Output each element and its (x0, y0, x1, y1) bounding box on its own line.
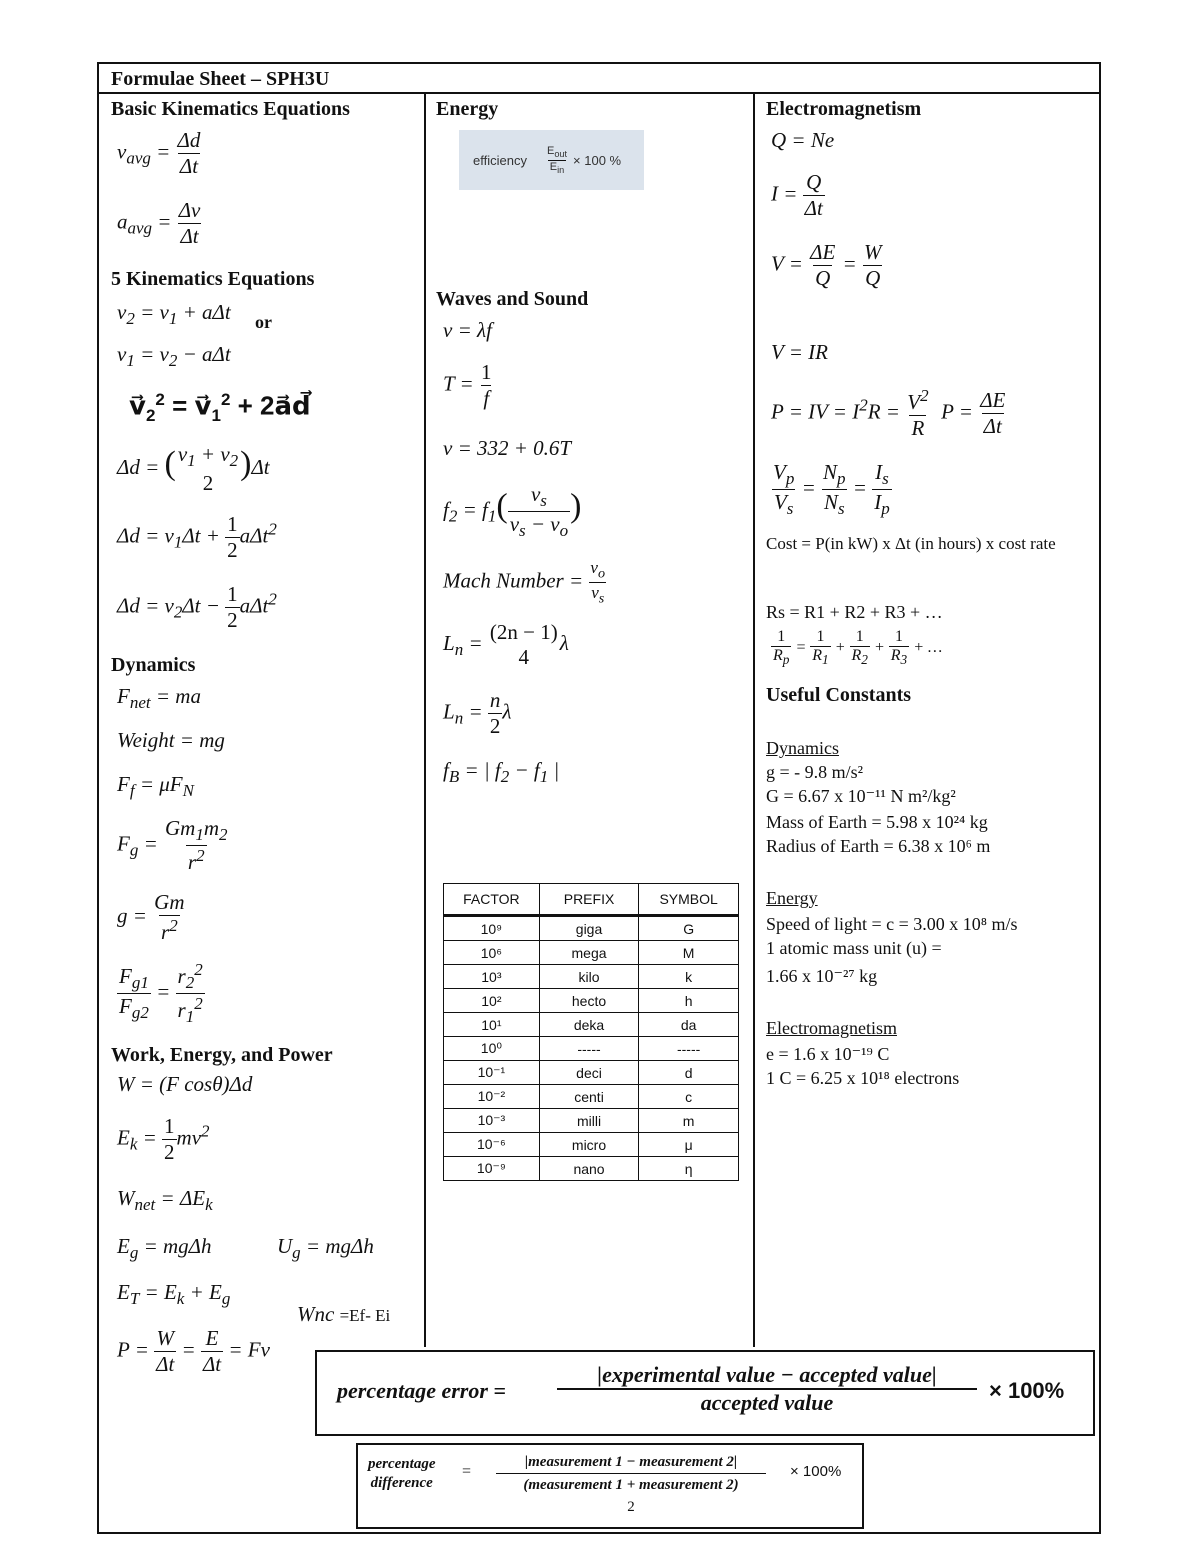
eq-et: $E_T = E_k + E_g$ (117, 1280, 231, 1309)
eq-series: Rs = R1 + R2 + R3 + … (766, 602, 943, 622)
constants-heading: Useful Constants (766, 684, 912, 706)
eq-kin1: $v_2 = v_1 + a\Delta t$ (117, 300, 231, 329)
cell-factor: 10⁻⁹ (444, 1157, 540, 1181)
eq-wave-speed: v = λf (443, 318, 492, 342)
const-coulomb: 1 C = 6.25 x 10¹⁸ electrons (766, 1068, 960, 1088)
eq-kin6: $\Delta d = v_2\Delta t$ − $\frac{1}{2}$ aΔt$^2$ (117, 582, 277, 632)
eq-sound-speed: v = 332 + 0.6T (443, 436, 572, 460)
cell-symbol: h (639, 989, 739, 1013)
eq-friction: $F_f = \mu F_N$ (117, 772, 194, 801)
dynamics-heading: Dynamics (111, 654, 196, 676)
cell-prefix: ----- (539, 1037, 638, 1061)
cell-prefix: giga (539, 916, 638, 941)
pct-diff-numerator: |measurement 1 − measurement 2| (524, 1454, 738, 1470)
cell-prefix: hecto (539, 989, 638, 1013)
em-heading: Electromagnetism (766, 98, 922, 120)
cell-prefix: deka (539, 1013, 638, 1037)
cell-factor: 10⁰ (444, 1037, 540, 1061)
eq-doppler: $f_2 = f_1$( $\frac{v_s}{v_s - v_o}$ ) (443, 482, 582, 541)
table-row (444, 1013, 739, 1037)
pct-error-label: percentage error (337, 1378, 488, 1403)
table-row (444, 989, 739, 1013)
pct-diff-denominator-2: 2 (627, 1499, 635, 1515)
pct-error-times: × 100% (989, 1378, 1065, 1403)
eq-kin3: $v⃗_2^2$ = $v⃗_1^2$ + 2a⃗d⃗ (129, 390, 311, 425)
const-amu-2: 1.66 x 10⁻²⁷ kg (766, 966, 878, 986)
pct-diff-times: × 100% (790, 1463, 842, 1480)
kinematics5-heading: 5 Kinematics Equations (111, 268, 315, 290)
eq-ek: $E_k$ = $\frac{1}{2}$ $mv^2$ (117, 1114, 210, 1164)
table-row (444, 1133, 739, 1157)
cell-symbol: μ (639, 1133, 739, 1157)
cell-symbol: d (639, 1061, 739, 1085)
pct-error-numerator: |experimental value − accepted value| (557, 1362, 977, 1390)
table-row (444, 1157, 739, 1181)
cell-factor: 10⁶ (444, 941, 540, 965)
cell-symbol: η (639, 1157, 739, 1181)
or-label: or (255, 312, 272, 332)
efficiency-label: efficiency (473, 152, 527, 168)
prefix-table (443, 883, 739, 1181)
table-row (444, 1085, 739, 1109)
kinematics-heading: Basic Kinematics Equations (111, 98, 350, 120)
cell-factor: 10³ (444, 965, 540, 989)
cell-prefix: kilo (539, 965, 638, 989)
eq-wnet: $W_{net} = \Delta E_k$ (117, 1186, 213, 1215)
cell-symbol: m (639, 1109, 739, 1133)
pct-diff-label-2: difference (370, 1475, 433, 1491)
eq-work: W = (F cosθ)Δd (117, 1072, 253, 1096)
cell-prefix: nano (539, 1157, 638, 1181)
eq-mach: Mach Number = $\frac{v_o}{v_s}$ (443, 558, 606, 607)
eq-elec-power: P = IV = $I^2R$ = $\frac{V^2}{R}$ P = $\frac{\Delta E}{\Delta t}$ (771, 386, 1006, 440)
eq-kin5: $\Delta d = v_1\Delta t$ + $\frac{1}{2}$ aΔt$^2$ (117, 512, 277, 562)
eq-kin4: Δd = ( $v_1 + v_2$ 2 )Δt (117, 442, 270, 496)
percentage-error-box: percentage error = |experimental value − accepted value| accepted value × 100% (315, 1350, 1095, 1436)
cell-symbol: ----- (639, 1037, 739, 1061)
efficiency-formula: efficiency $\frac{E_{out}}{E_{in}}$ × 100 % (459, 130, 644, 190)
eq-current: I = $\frac{Q}{\Delta t}$ (771, 170, 823, 220)
table-row (444, 1037, 739, 1061)
cell-factor: 10¹ (444, 1013, 540, 1037)
eq-wnc: Wnc =Ef- Ei (297, 1302, 391, 1326)
const-G: G = 6.67 x 10⁻¹¹ N m²/kg² (766, 786, 956, 806)
cell-factor: 10⁻¹ (444, 1061, 540, 1085)
cell-prefix: deci (539, 1061, 638, 1085)
eq-power: P = $\frac{W}{\Delta t}$ = $\frac{E}{\Delta t}$ = Fv (117, 1326, 270, 1376)
cost-formula: Cost = P(in kW) x Δt (in hours) x cost rate (766, 534, 1056, 553)
cell-factor: 10² (444, 989, 540, 1013)
eq-gravity: $F_g$ = $\frac{Gm_1m_2}{r^2}$ (117, 816, 228, 875)
eq-charge: Q = Ne (771, 128, 835, 152)
eq-kin2: $v_1 = v_2 - a\Delta t$ (117, 342, 231, 371)
eq-open-pipe: $L_n$ = $\frac{n}{2}$ λ (443, 688, 512, 738)
table-row (444, 965, 739, 989)
col-factor: FACTOR (444, 884, 540, 916)
eq-parallel: $\frac{1}{R_p}$ = $\frac{1}{R_1}$ + $\frac{1}{R_2}$ + $\frac{1}{R_3}$ + … (773, 628, 943, 668)
work-heading: Work, Energy, and Power (111, 1044, 333, 1066)
cell-factor: 10⁹ (444, 916, 540, 941)
cell-prefix: milli (539, 1109, 638, 1133)
pct-diff-denominator: (measurement 1 + measurement 2) (496, 1473, 766, 1496)
eq-fnet: $F_{net}$ = ma (117, 684, 201, 713)
eq-ohm: V = IR (771, 340, 828, 364)
pct-error-denominator: accepted value (700, 1390, 834, 1415)
pct-diff-label-1: percentage (368, 1456, 436, 1472)
const-e: e = 1.6 x 10⁻¹⁹ C (766, 1044, 890, 1064)
const-light: Speed of light = c = 3.00 x 10⁸ m/s (766, 914, 1018, 934)
cell-symbol: G (639, 916, 739, 941)
eq-beat: $f_B$ = | $f_2 - f_1$ | (443, 758, 560, 787)
formula-sheet (97, 62, 1101, 1534)
eq-closed-pipe: $L_n$ = (2n − 1) 4 λ (443, 620, 569, 669)
eq-ug: $U_g = mg\Delta h$ (277, 1234, 374, 1263)
eq-eg: $E_g = mg\Delta h$ (117, 1234, 212, 1263)
energy-heading: Energy (436, 98, 499, 120)
eq-vavg: $v_{avg}$ = $\frac{\Delta d}{\Delta t}$ (117, 128, 201, 178)
cell-factor: 10⁻⁶ (444, 1133, 540, 1157)
constants-energy-label: Energy (766, 888, 818, 908)
eq-g: g = $\frac{Gm}{r^2}$ (117, 890, 185, 944)
eq-gratio: $\frac{F_{g1}}{F_{g2}}$ = $\frac{r_2^2}{r_1^2}$ (119, 960, 203, 1027)
sheet-title: Formulae Sheet – SPH3U (99, 64, 1099, 94)
cell-symbol: da (639, 1013, 739, 1037)
percentage-difference-box: percentage difference = |measurement 1 − measurement 2| (measurement 1 + measurement 2) 2 × 100% (356, 1443, 864, 1529)
waves-heading: Waves and Sound (436, 288, 589, 310)
cell-symbol: c (639, 1085, 739, 1109)
table-row (444, 941, 739, 965)
const-g: g = - 9.8 m/s² (766, 762, 864, 782)
cell-symbol: M (639, 941, 739, 965)
column-divider-2 (753, 94, 755, 1347)
col-prefix: PREFIX (539, 884, 638, 916)
cell-prefix: micro (539, 1133, 638, 1157)
wnc-tail: =Ef- Ei (339, 1306, 391, 1325)
cell-prefix: mega (539, 941, 638, 965)
table-row (444, 1061, 739, 1085)
cell-symbol: k (639, 965, 739, 989)
const-radius-earth: Radius of Earth = 6.38 x 10⁶ m (766, 836, 991, 856)
eq-aavg: $a_{avg}$ = $\frac{\Delta v}{\Delta t}$ (117, 198, 201, 248)
constants-dynamics-label: Dynamics (766, 738, 839, 758)
column-divider-1 (424, 94, 426, 1347)
constants-em-label: Electromagnetism (766, 1018, 897, 1038)
eq-weight: Weight = mg (117, 728, 225, 752)
eq-period: T = $\frac{1}{f}$ (443, 360, 492, 410)
cell-factor: 10⁻³ (444, 1109, 540, 1133)
const-amu-1: 1 atomic mass unit (u) = (766, 938, 942, 958)
col-symbol: SYMBOL (639, 884, 739, 916)
eq-voltage: V = $\frac{\Delta E}{Q}$ = $\frac{W}{Q}$ (771, 240, 882, 290)
const-mass-earth: Mass of Earth = 5.98 x 10²⁴ kg (766, 812, 988, 832)
cell-factor: 10⁻² (444, 1085, 540, 1109)
cell-prefix: centi (539, 1085, 638, 1109)
table-row (444, 916, 739, 941)
eq-transformer: $\frac{V_p}{V_s}$ = $\frac{N_p}{N_s}$ = $\frac{I_s}{I_p}$ (773, 460, 890, 519)
table-row (444, 1109, 739, 1133)
